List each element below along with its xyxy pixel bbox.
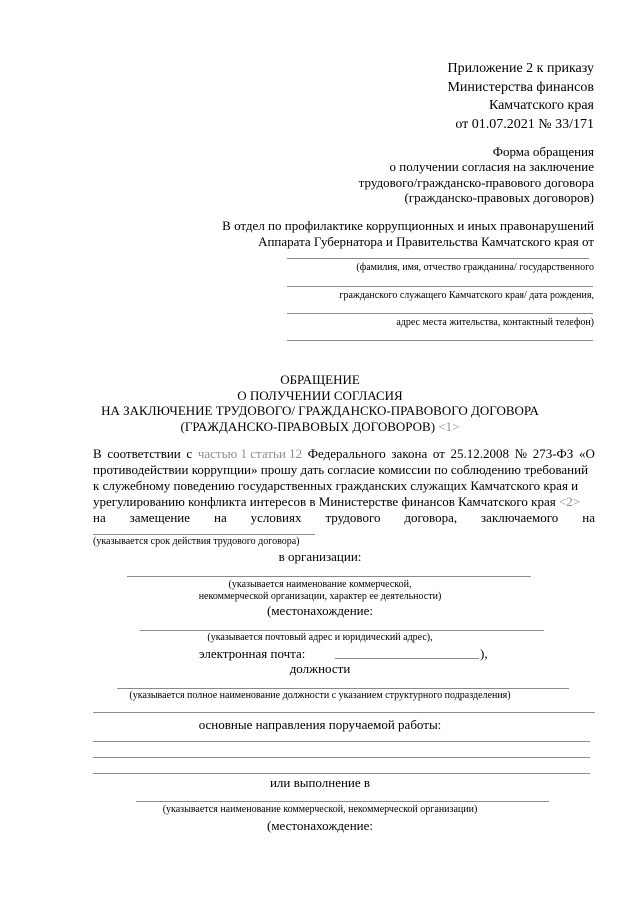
address-line[interactable] <box>140 630 544 631</box>
body-word: на <box>93 510 106 525</box>
body-word: на <box>582 510 595 525</box>
body-word: «О <box>578 446 595 461</box>
org2-hint: (указывается наименование коммерческой, некоммерческой организации) <box>162 804 478 815</box>
body-line-4 <box>93 495 580 508</box>
header-ministry: Министерства финансов <box>447 80 594 95</box>
body-line-5 <box>93 511 595 524</box>
email-input-line[interactable] <box>335 658 479 659</box>
email-close: ), <box>480 646 488 661</box>
body-word: заключаемого <box>481 510 559 525</box>
position-line-2[interactable] <box>93 712 595 713</box>
law-article-link[interactable]: частью 1 статьи 12 <box>197 446 303 461</box>
body-line-4-text: урегулированию конфликта интересов в Министерстве финансов Камчатского края <box>93 494 556 509</box>
form-title-line4: (гражданско-правовых договоров) <box>404 190 594 205</box>
location-label-1: (местонахождение: <box>267 603 373 618</box>
or-perform-label: или выполнение в <box>269 775 371 790</box>
applicant-line-3[interactable] <box>287 313 593 314</box>
body-word: 273-ФЗ <box>532 446 574 461</box>
body-word: на <box>213 510 227 525</box>
form-title-line1: Форма обращения <box>492 144 594 159</box>
body-word: с <box>186 446 193 461</box>
applicant-hint-2: гражданского служащего Камчатского края/ дата рождения, <box>339 290 594 301</box>
body-word: трудового <box>325 510 381 525</box>
footnote-ref-2[interactable]: <2> <box>558 494 581 509</box>
body-line-1 <box>93 447 595 460</box>
body-word: 25.12.2008 <box>450 446 510 461</box>
body-word: условиях <box>250 510 302 525</box>
body-word: В <box>93 446 102 461</box>
body-line-3: к служебному поведению государственных гражданских служащих Камчатского края и <box>93 478 579 493</box>
addressee-line1: В отдел по профилактике коррупционных и иных правонарушений <box>222 218 594 233</box>
body-word: закона <box>391 446 428 461</box>
header-order-date: от 01.07.2021 № 33/171 <box>455 117 594 132</box>
body-word: Федерального <box>307 446 386 461</box>
in-organization-label: в организации: <box>278 549 362 564</box>
directions-line-3[interactable] <box>93 773 590 774</box>
org-hint-2: некоммерческой организации, характер ее деятельности) <box>198 591 442 602</box>
header-appendix: Приложение 2 к приказу <box>447 61 594 76</box>
location-label-2: (местонахождение: <box>267 818 373 833</box>
doc-title-line2: О ПОЛУЧЕНИИ СОГЛАСИЯ <box>237 388 403 403</box>
position-hint: (указывается полное наименование должности с указанием структурного подразделения) <box>129 690 511 701</box>
organization-line[interactable] <box>127 576 531 577</box>
directions-line-1[interactable] <box>93 741 590 742</box>
doc-title-line4-text: (ГРАЖДАНСКО-ПРАВОВЫХ ДОГОВОРОВ) <box>180 419 436 434</box>
body-line-2: противодействии коррупции» прошу дать согласие комиссии по соблюдению требований <box>93 462 589 477</box>
header-region: Камчатского края <box>488 98 594 113</box>
form-title-line3: трудового/гражданско-правового договора <box>358 175 594 190</box>
applicant-line-1[interactable] <box>287 258 589 259</box>
body-word: соответствии <box>107 446 181 461</box>
doc-title-line3: НА ЗАКЛЮЧЕНИЕ ТРУДОВОГО/ ГРАЖДАНСКО-ПРАВОВОГО ДОГОВОРА <box>101 403 539 418</box>
address-hint: (указывается почтовый адрес и юридический адрес), <box>207 632 433 643</box>
email-label: электронная почта: <box>199 646 306 661</box>
position-label: должности <box>289 661 351 676</box>
position-line[interactable] <box>117 688 569 689</box>
term-line[interactable] <box>93 534 315 535</box>
form-title-line2: о получении согласия на заключение <box>389 159 594 174</box>
main-directions-label: основные направления поручаемой работы: <box>198 717 442 732</box>
applicant-hint-3: адрес места жительства, контактный телефон) <box>396 317 594 328</box>
applicant-hint-1: (фамилия, имя, отчество гражданина/ государственного <box>356 262 594 273</box>
organization2-line[interactable] <box>136 801 549 802</box>
addressee-line2: Аппарата Губернатора и Правительства Камчатского края от <box>258 234 594 249</box>
term-hint: (указывается срок действия трудового договора) <box>93 536 300 547</box>
body-word: от <box>432 446 445 461</box>
footnote-ref-1[interactable]: <1> <box>438 419 460 434</box>
applicant-line-2[interactable] <box>287 286 593 287</box>
body-word: № <box>514 446 528 461</box>
doc-title-line1: ОБРАЩЕНИЕ <box>280 372 360 387</box>
directions-line-2[interactable] <box>93 757 590 758</box>
body-word: замещение <box>129 510 191 525</box>
body-word: договора, <box>404 510 458 525</box>
doc-title-line4 <box>0 420 640 433</box>
org-hint-1: (указывается наименование коммерческой, <box>228 579 412 590</box>
applicant-line-4[interactable] <box>287 340 593 341</box>
